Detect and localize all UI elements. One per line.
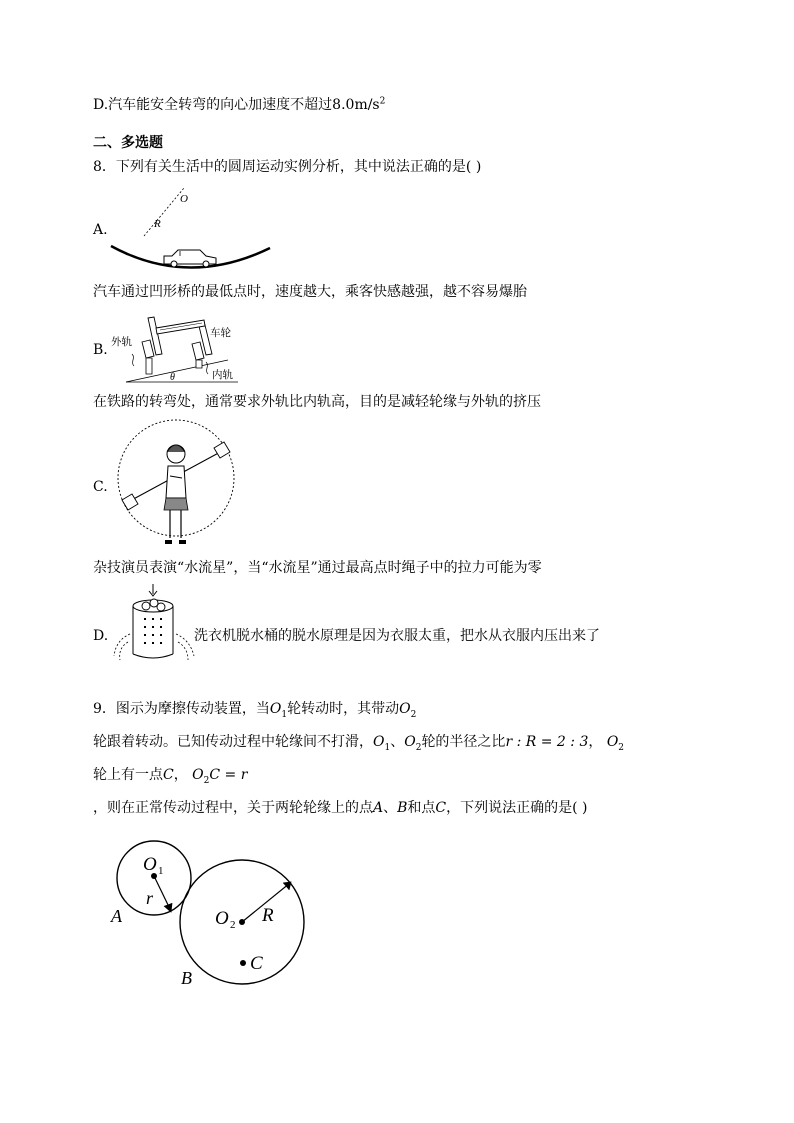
performer-icon <box>164 445 188 544</box>
o2c-formula: C = r <box>209 767 248 783</box>
label-o1-sub: 1 <box>158 865 164 877</box>
q9-text: ， <box>173 767 188 783</box>
o2-symbol: O <box>606 734 619 750</box>
label-o1: O <box>143 854 157 875</box>
q9-text: 轮的半径之比 <box>421 734 506 750</box>
q9-line-2 <box>93 733 624 751</box>
railway-curve-figure <box>108 314 258 386</box>
friction-drive-figure <box>100 832 340 998</box>
q9-text: 和点 <box>407 800 436 816</box>
o1-sub: 1 <box>281 709 288 720</box>
q8-b-letter: B. <box>93 342 108 358</box>
label-a: A <box>111 906 122 926</box>
o1-sub: 1 <box>384 742 391 753</box>
point-b-symbol: B <box>397 800 408 816</box>
o1-symbol: O <box>373 734 385 750</box>
point-a-symbol: A <box>373 800 384 816</box>
q8-a-letter: A. <box>93 222 108 238</box>
label-r-big: R <box>262 905 274 926</box>
label-o: O <box>180 193 188 205</box>
o2-sub: 2 <box>618 742 625 753</box>
o1-symbol: O <box>269 701 282 717</box>
q8-d-letter: D. <box>93 628 109 644</box>
prev-option-d <box>93 96 385 114</box>
q9-text: 轮跟着转动。已知传动过程中轮缘间不打滑， <box>93 734 373 750</box>
q9-line-4 <box>93 799 588 817</box>
q9-text: 、 <box>390 734 405 750</box>
q8-b-text: 在铁路的转弯处，通常要求外轨比内轨高，目的是减轻轮缘与外轨的挤压 <box>93 394 541 410</box>
q8-stem: 8．下列有关生活中的圆周运动实例分析，其中说法正确的是( ) <box>93 159 482 175</box>
q9-text: 9．图示为摩擦传动装置，当 <box>93 701 270 717</box>
car-icon <box>164 250 216 267</box>
point-c-symbol: C <box>435 800 447 816</box>
spin-dryer-figure <box>108 584 200 664</box>
label-theta: θ <box>170 372 175 383</box>
q9-text: ， <box>588 734 603 750</box>
water-meteor-figure <box>114 416 238 550</box>
o2-sub: 2 <box>410 709 417 720</box>
label-b: B <box>181 968 192 988</box>
q9-line-1 <box>93 700 416 718</box>
label-c: C <box>250 953 263 974</box>
label-r: R <box>154 218 161 230</box>
prev-option-d-text: D.汽车能安全转弯的向心加速度不超过8.0m/s <box>93 97 380 113</box>
o2-symbol: O <box>404 734 416 750</box>
label-outer-rail: 外轨 <box>111 337 132 348</box>
label-o2-sub: 2 <box>230 919 236 931</box>
label-inner-rail: 内轨 <box>212 370 233 381</box>
o2-symbol: O <box>192 767 204 783</box>
q9-text: ，则在正常传动过程中，关于两轮轮缘上的点 <box>93 800 373 816</box>
ratio-formula: r : R = 2 : 3 <box>505 734 589 750</box>
label-r-small: r <box>146 888 154 908</box>
q9-line-3 <box>93 766 247 784</box>
unit-exponent: 2 <box>379 96 386 107</box>
q8-c-letter: C. <box>93 479 108 495</box>
concave-bridge-figure <box>108 184 278 272</box>
q9-text: 、 <box>383 800 398 816</box>
q9-text: 轮转动时，其带动 <box>287 701 400 717</box>
point-c-symbol: C <box>163 767 174 783</box>
q8-c-text: 杂技演员表演“水流星”，当“水流星”通过最高点时绳子中的拉力可能为零 <box>93 560 542 576</box>
o2-sub: 2 <box>203 775 210 786</box>
q8-a-text: 汽车通过凹形桥的最低点时，速度越大，乘客快感越强，越不容易爆胎 <box>93 284 527 300</box>
q9-text: 轮上有一点 <box>93 767 163 783</box>
o2-symbol: O <box>399 701 411 717</box>
label-o2: O <box>215 908 229 929</box>
label-wheel: 车轮 <box>210 328 231 339</box>
q8-d-text: 洗衣机脱水桶的脱水原理是因为衣服太重，把水从衣服内压出来了 <box>194 628 600 644</box>
o2-sub: 2 <box>415 742 422 753</box>
section-title: 二、多选题 <box>93 135 163 151</box>
q9-text: ，下列说法正确的是( ) <box>446 800 588 816</box>
